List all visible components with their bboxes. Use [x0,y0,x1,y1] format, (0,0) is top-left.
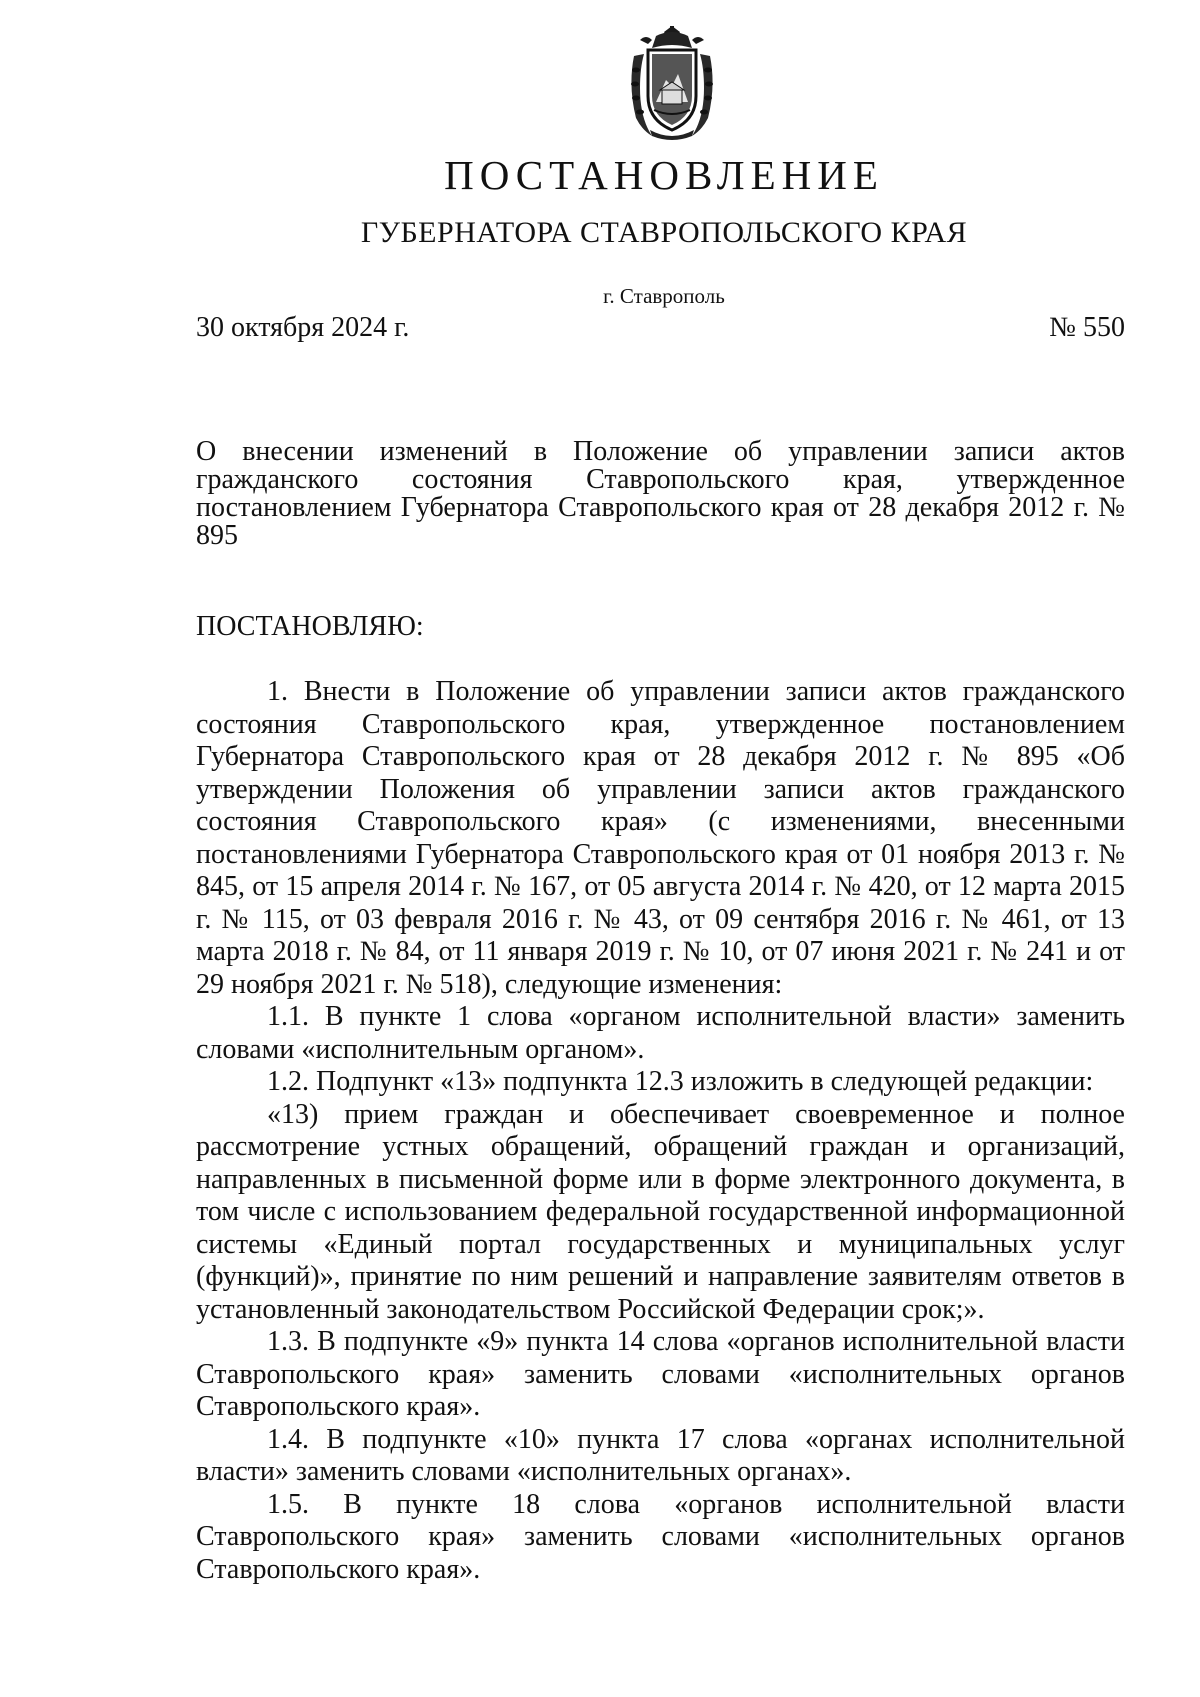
document-title: О внесении изменений в Положение об управлении записи актов гражданского состояния Ставропольского края, утвержденное постановлением Губернатора Ставропольского края от 28 декабря 2012 г. № 895 [196,436,1125,551]
paragraph-1: 1. Внести в Положение об управлении записи актов гражданского состояния Ставропольского края, утвержденное постановлением Губернатора Ставропольского края от 28 декабря 2012 г. № 895 «Об утверждении Положения об управлении записи актов гражданского состояния Ставропольского края» (с изменениями, внесенными постановлениями Губернатора Ставропольского края от 01 ноября 2013 г. № 845, от 15 апреля 2014 г. № 167, от 05 августа 2014 г. № 420, от 12 марта 2015 г. № 115, от 03 февраля 2016 г. № 43, от 09 сентября 2016 г. № 461, от 13 марта 2018 г. № 84, от 11 января 2019 г. № 10, от 07 июня 2021 г. № 241 и от 29 ноября 2021 г. № 518), следующие изменения: [196,676,1125,1000]
paragraph-1-2-quote: «13) прием граждан и обеспечивает своевременное и полное рассмотрение устных обращений, обращений граждан и организаций, направленных в письменной форме или в форме электронного документа, в том числе с использованием федеральной государственной информационной системы «Единый портал государственных и муниципальных услуг (функций)», принятие по ним решений и направление заявителям ответов в установленный законодательством Российской Федерации срок;». [196,1098,1125,1325]
city: г. Ставрополь [603,284,725,308]
issuing-authority: ГУБЕРНАТОРА СТАВРОПОЛЬСКОГО КРАЯ [360,216,968,249]
document-date: 30 октября 2024 г. [196,312,410,343]
paragraph-1-3: 1.3. В подпункте «9» пункта 14 слова «органов исполнительной власти Ставропольского края» заменить словами «исполнительных органов Ставропольского края». [196,1326,1125,1422]
document-body [196,676,1125,1586]
paragraph-1-1: 1.1. В пункте 1 слова «органом исполнительной власти» заменить словами «исполнительным органом». [196,1001,1125,1065]
document-type: ПОСТАНОВЛЕНИЕ [444,152,884,198]
paragraph-1-5: 1.5. В пункте 18 слова «органов исполнительной власти Ставропольского края» заменить словами «исполнительных органов Ставропольского края». [196,1488,1125,1585]
document-number: № 550 [1049,312,1125,343]
paragraph-1-4: 1.4. В подпункте «10» пункта 17 слова «органах исполнительной власти» заменить словами «исполнительных органах». [196,1423,1125,1487]
paragraph-1-2: 1.2. Подпункт «13» подпункта 12.3 изложить в следующей редакции: [267,1066,1094,1097]
coat-of-arms-icon [626,26,718,142]
decree-word: ПОСТАНОВЛЯЮ: [196,611,424,642]
